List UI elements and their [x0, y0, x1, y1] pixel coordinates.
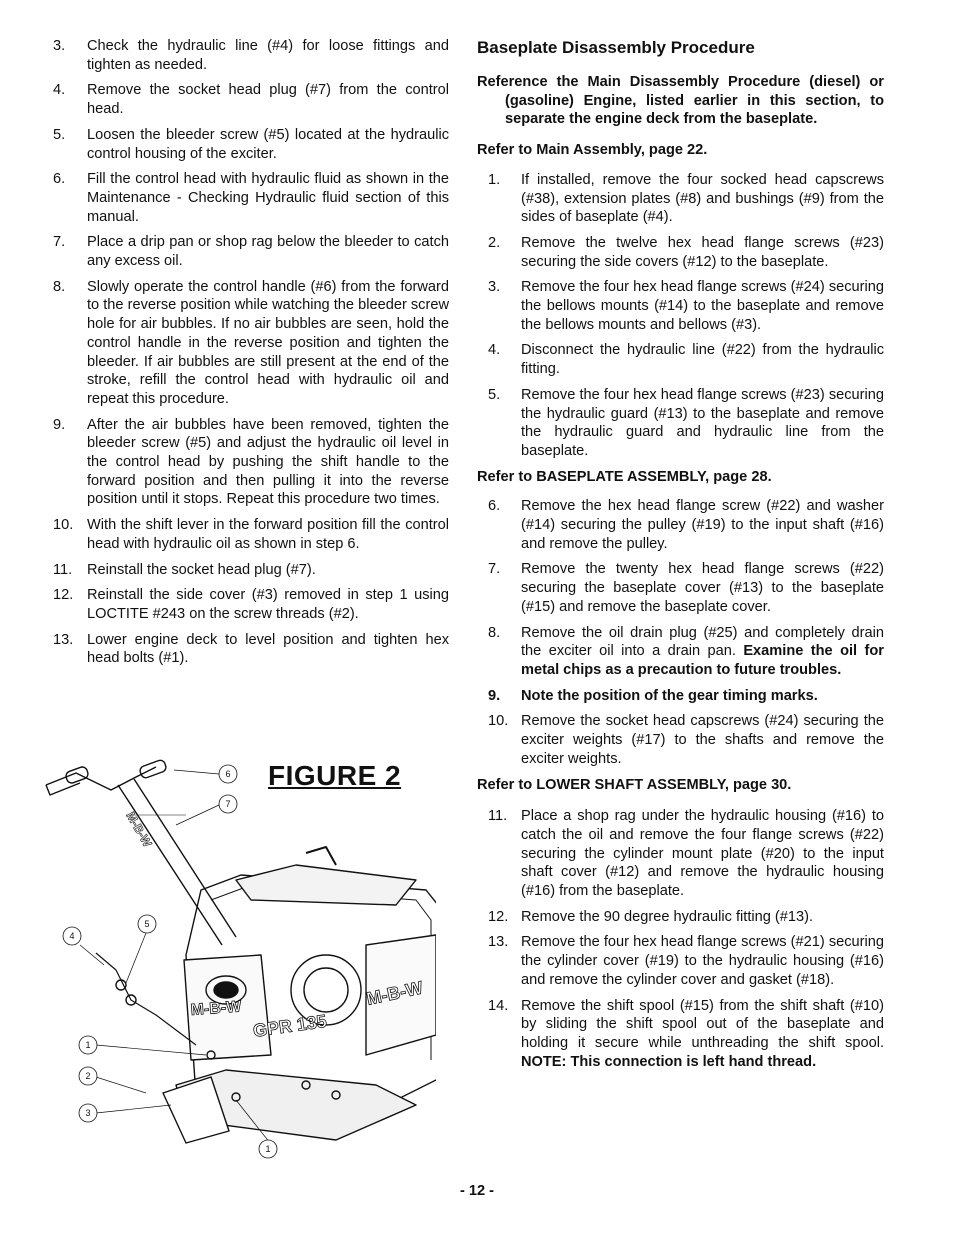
- handle-bar-lower: [46, 783, 80, 795]
- step-number: 9.: [53, 416, 66, 433]
- step-number: 6.: [53, 171, 66, 188]
- step-number: 1.: [488, 171, 501, 188]
- svg-text:2: 2: [85, 1071, 91, 1081]
- callout-4: [63, 927, 81, 945]
- step-text: Remove the socket head capscrews (#24) securing the exciter weights (#17) to the shafts and remove the exciter weights.: [521, 713, 884, 767]
- ref-main-assembly: Refer to Main Assembly, page 22.: [477, 142, 708, 159]
- handle-arm: [118, 779, 236, 945]
- step-text: Lower engine deck to level position and tighten hex head bolts (#1).: [87, 631, 449, 667]
- step-item: [53, 416, 449, 510]
- step-text: Remove the four hex head flange screws (#21) securing the cylinder cover (#19) to the hydraulic housing (#16) and remove the cylinder cover and gasket (#18).: [521, 934, 884, 988]
- right-column: [477, 37, 884, 1078]
- step-14: [488, 997, 884, 1072]
- step-item: [488, 234, 884, 271]
- step-number: 11.: [53, 561, 73, 578]
- step-item: [53, 516, 449, 553]
- engine-top: [236, 865, 416, 905]
- ref-lower-shaft-assembly: Refer to LOWER SHAFT ASSEMBLY, page 30.: [477, 776, 792, 793]
- figure-title: FIGURE 2: [268, 760, 402, 791]
- plate-compactor-illustration: [36, 755, 436, 1165]
- callout-6: [219, 765, 237, 783]
- step-item: [53, 631, 449, 668]
- page-number: - 12 -: [459, 1183, 495, 1199]
- step-number: 12.: [488, 908, 509, 925]
- step-number: 13.: [488, 934, 509, 951]
- step-item: [53, 170, 449, 226]
- step-9: [488, 687, 884, 706]
- step-group-2: [477, 497, 884, 616]
- svg-text:6: 6: [225, 769, 231, 779]
- step-text: Place a drip pan or shop rag below the bleeder to catch any excess oil.: [87, 234, 449, 270]
- step-number: 6.: [488, 498, 501, 515]
- step-item: [488, 278, 884, 334]
- step-text: Remove the hex head flange screw (#22) and washer (#14) securing the pulley (#19) to the input shaft (#16) and remove the pulley.: [521, 498, 884, 552]
- brand-text-side: M-B-W: [364, 977, 425, 1009]
- step-text: Remove the 90 degree hydraulic fitting (#13).: [521, 908, 814, 925]
- step-group-3: [477, 807, 884, 989]
- step-item: [488, 497, 884, 553]
- step-number: 11.: [488, 808, 508, 825]
- step-number: 12.: [53, 587, 74, 604]
- model-text: GPR 135: [251, 1010, 328, 1041]
- step-item: [488, 908, 884, 927]
- step-number: 5.: [53, 126, 66, 143]
- step-item: [488, 807, 884, 901]
- step-text: With the shift lever in the forward position fill the control head with hydraulic oil as shown in step 6.: [87, 517, 449, 552]
- svg-text:1: 1: [85, 1040, 91, 1050]
- step-text: Remove the twenty hex head flange screws (#22) securing the baseplate cover (#13) to the baseplate (#15) and remove the baseplate cover.: [521, 561, 884, 615]
- step-item: [53, 81, 449, 118]
- hydraulic-line: [96, 953, 196, 1045]
- callout-7: [219, 795, 237, 813]
- step-item: [488, 386, 884, 461]
- step-group-1: [477, 171, 884, 461]
- step-text: If installed, remove the four socked head capscrews (#38), extension plates (#8) and bushings (#9) from the sides of baseplate (#4).: [521, 171, 884, 226]
- step-item: [488, 560, 884, 616]
- step-number: 2.: [488, 234, 501, 251]
- reference-note: Reference the Main Disassembly Procedure (diesel) or (gasoline) Engine, listed earlier in this section, to separate the engine deck from the baseplate.: [477, 74, 884, 128]
- step-8: [488, 624, 884, 680]
- brand-text-front: M-B-W: [190, 998, 242, 1019]
- step-item: [488, 171, 884, 227]
- step-item: [53, 278, 449, 409]
- step-number: 13.: [53, 631, 74, 648]
- svg-text:5: 5: [144, 919, 150, 929]
- step-10: [488, 712, 884, 768]
- step-text: Remove the twelve hex head flange screws (#23) securing the side covers (#12) to the baseplate.: [521, 234, 884, 270]
- ref-baseplate-assembly: Refer to BASEPLATE ASSEMBLY, page 28.: [477, 468, 772, 485]
- step-number: 8.: [53, 278, 66, 295]
- step-text: Reinstall the socket head plug (#7).: [87, 561, 316, 578]
- step-item: [53, 586, 449, 623]
- step-text: Remove the four hex head flange screws (#23) securing the hydraulic guard (#13) to the baseplate and remove the hydraulic guard and hydraulic line from the baseplate.: [521, 386, 884, 459]
- step-text: Loosen the bleeder screw (#5) located at the hydraulic control housing of the exciter.: [87, 126, 449, 162]
- step-text: [521, 624, 884, 680]
- step-text: Remove the four hex head flange screws (#24) securing the bellows mounts (#14) to the baseplate and remove the bellows mounts and bellows (#3).: [521, 279, 884, 333]
- step-item: [53, 561, 449, 580]
- section-title: Baseplate Disassembly Procedure: [477, 38, 755, 57]
- step-number: 7.: [53, 234, 66, 251]
- step-text: Disconnect the hydraulic line (#22) from the hydraulic fitting.: [521, 342, 884, 378]
- step-text-plain: Remove the shift spool (#15) from the shift shaft (#10) by sliding the shift spool out of the baseplate and holding it secure while unthreading the shift spool.: [521, 997, 884, 1051]
- svg-text:3: 3: [85, 1108, 91, 1118]
- step-number: 10.: [488, 713, 509, 730]
- brand-text-handle: M-B-W: [123, 809, 155, 850]
- step-number: 10.: [53, 517, 74, 534]
- callout-3: [79, 1104, 97, 1122]
- step-number: 14.: [488, 997, 509, 1014]
- callout-2: [79, 1067, 97, 1085]
- step-number: 7.: [488, 561, 501, 578]
- step-number: 5.: [488, 386, 501, 403]
- step-number: 3.: [488, 279, 501, 296]
- callout-1-top: [79, 1036, 97, 1054]
- step-text-bold: NOTE: This connection is left hand thread.: [521, 1053, 817, 1070]
- step-text: Note the position of the gear timing marks.: [521, 687, 818, 704]
- step-number: 3.: [53, 38, 66, 54]
- step-text: Slowly operate the control handle (#6) from the forward to the reverse position while watching the bleeder screw hole for air bubbles. If no air bubbles are seen, hold the control handle in the reverse position and tighten the bleeder. If air bubbles are still present at the end of the stroke, refill the control head with hydraulic oil and repeat this procedure.: [87, 278, 449, 407]
- step-number: 4.: [53, 82, 66, 99]
- step-text: Place a shop rag under the hydraulic housing (#16) to catch the oil and remove the four flange screws (#22) securing the cylinder mount plate (#20) to the input shaft cover (#12) and remove the hydraulic housing (#16) from the baseplate.: [521, 808, 884, 900]
- svg-text:4: 4: [69, 931, 75, 941]
- step-text: [521, 997, 884, 1072]
- callout-5: [138, 915, 156, 933]
- step-item: [53, 126, 449, 163]
- step-number: 8.: [488, 624, 501, 641]
- callout-1-bottom: [259, 1140, 277, 1158]
- left-grip: [65, 766, 90, 785]
- step-number: 4.: [488, 342, 501, 359]
- step-item: [488, 933, 884, 989]
- step-number: 9.: [488, 687, 501, 704]
- step-text: Reinstall the side cover (#3) removed in step 1 using LOCTITE #243 on the screw threads (#2).: [87, 587, 449, 622]
- step-text: Check the hydraulic line (#4) for loose fittings and tighten as needed.: [87, 38, 449, 73]
- svg-text:1: 1: [265, 1144, 271, 1154]
- step-item: [53, 233, 449, 270]
- step-item: [53, 37, 449, 74]
- left-column: [53, 37, 449, 675]
- svg-text:7: 7: [225, 799, 231, 809]
- step-text: Remove the socket head plug (#7) from the control head.: [87, 82, 449, 118]
- step-text: Fill the control head with hydraulic fluid as shown in the Maintenance - Checking Hydraulic fluid section of this manual.: [87, 171, 449, 225]
- step-text-plain: Remove the oil drain plug (#25) and completely drain the exciter oil into a drain pan.: [521, 624, 884, 660]
- step-text: After the air bubbles have been removed, tighten the bleeder screw (#5) and adjust the hydraulic oil level in the control head by pushing the shift handle to the forward position and then pulling it into the reverse position until it stops. Repeat this procedure two times.: [87, 416, 449, 508]
- step-item: [488, 341, 884, 378]
- step-text-bold: Examine the oil for metal chips as a precaution to future troubles.: [521, 643, 884, 678]
